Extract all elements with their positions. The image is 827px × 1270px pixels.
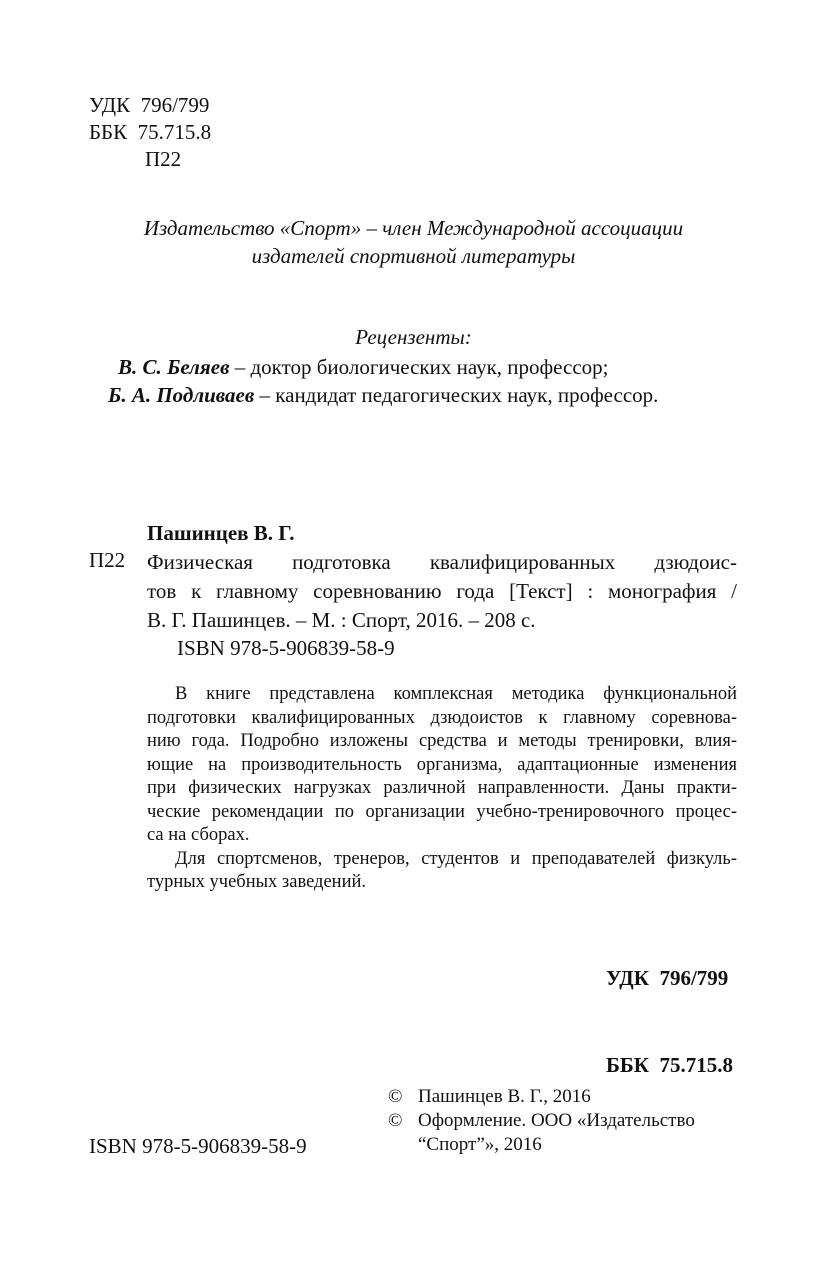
abstract-line: са на сборах. [147,825,250,845]
bib-line: Физическая подготовка квалифицированных дзюдоис- [147,550,737,574]
abstract-line: подготовки квалифицированных дзюдоистов к главному соревнова- [147,707,737,728]
abstract-line: при физических нагрузках различной направленности. Даны практи- [147,778,737,798]
copyright-text-cont: “Спорт”», 2016 [418,1134,542,1155]
publisher-note-line: издателей спортивной литературы [251,244,576,268]
reviewer-name: Б. А. Подливаев [108,383,255,407]
udk-code-bold: УДК 796/799 [606,966,729,990]
copyright-symbol: © [388,1110,403,1131]
copyright-text: Пашинцев В. Г., 2016 [418,1086,591,1107]
abstract-line: ческие рекомендации по организации учебно-тренировочного процес- [147,801,737,822]
publisher-note [80,214,747,270]
copyright-row [388,1085,695,1109]
copyright-row [388,1109,695,1133]
bib-line: тов к главному соревнованию года [Текст] : монография / [147,579,737,603]
reviewer-name: В. С. Беляев [118,355,230,379]
abstract-line: ющие на производительность организма, адаптационные изменения [147,754,737,775]
reviewer-desc: – кандидат педагогических наук, профессор. [254,383,659,407]
audience-line: турных учебных заведений. [147,872,366,892]
catalog-code: П22 [89,548,126,572]
publisher-note-line: Издательство «Спорт» – член Международной ассоциации [143,216,684,240]
author-mark: П22 [145,147,182,171]
footer-isbn: ISBN 978-5-906839-58-9 [89,1134,307,1158]
abstract-line: нию года. Подробно изложены средства и методы тренировки, влия- [147,731,737,751]
abstract-line: В книге представлена комплексная методика функциональной [175,684,737,704]
reviewers-heading: Рецензенты: [355,325,472,349]
copyright-block [388,1085,695,1157]
classification-codes-right [606,906,733,1109]
reviewer-item [108,381,658,409]
reviewer-item [118,353,608,381]
udk-code: УДК 796/799 [89,93,210,117]
classification-block [89,92,211,173]
reviewer-desc: – доктор биологических наук, профессор; [229,355,609,379]
bibliographic-description [147,548,737,635]
bbk-code: ББК 75.715.8 [89,120,212,144]
bbk-code-bold: ББК 75.715.8 [606,1053,733,1077]
catalog-isbn: ISBN 978-5-906839-58-9 [177,636,395,660]
copyright-symbol: © [388,1086,403,1107]
catalog-author: Пашинцев В. Г. [147,521,295,545]
audience-line: Для спортсменов, тренеров, студентов и преподавателей физкуль- [175,848,737,869]
bib-line: В. Г. Пашинцев. – М. : Спорт, 2016. – 208 с. [147,608,536,632]
abstract [147,683,737,895]
copyright-text: Оформление. ООО «Издательство [418,1110,695,1131]
